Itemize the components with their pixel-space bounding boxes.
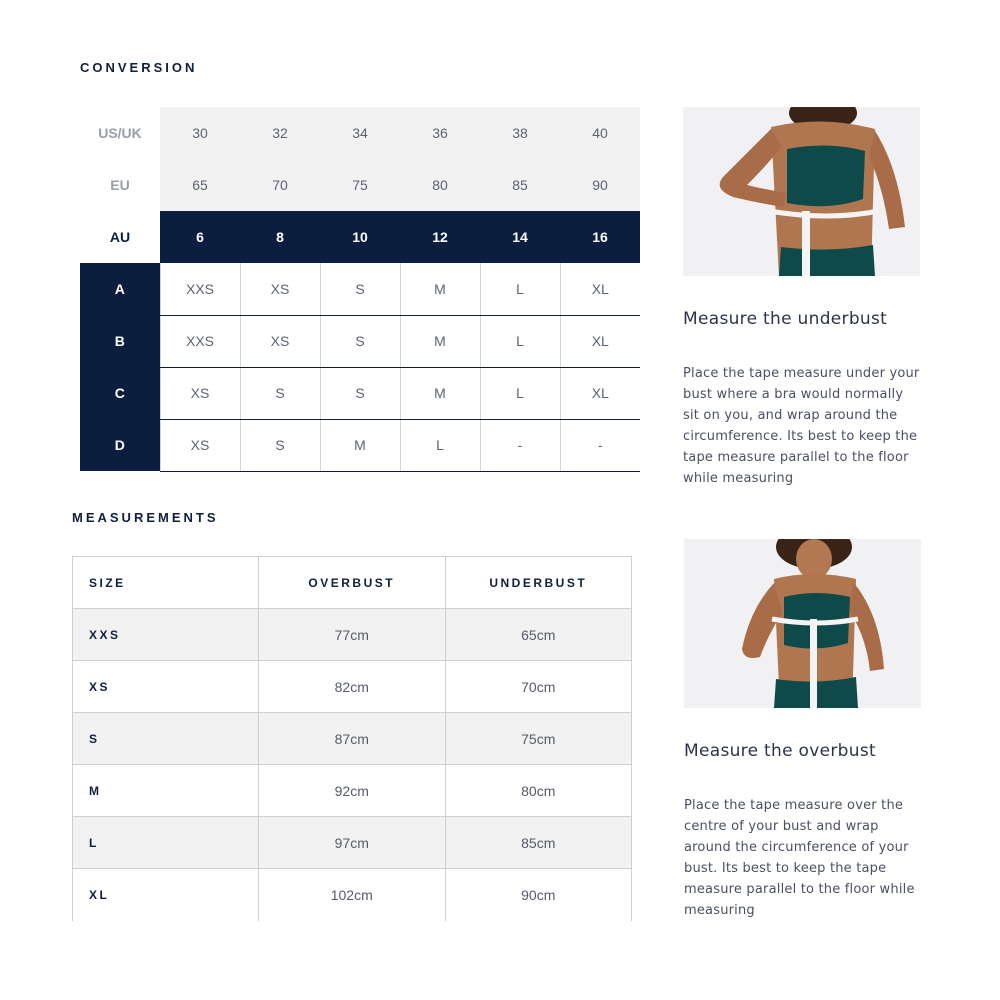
underbust-heading: Measure the underbust (683, 309, 888, 329)
overbust-photo (684, 539, 921, 708)
cup-label-d: D (80, 419, 160, 471)
cup-cell: S (320, 367, 400, 419)
underbust-description: Place the tape measure under your bust where a bra would normally sit on you, and wrap around the circumference. Its best to keep the tape measure parallel to the floor while measuring (683, 366, 920, 486)
us-uk-cell: 36 (400, 107, 480, 159)
cup-cell: - (560, 419, 640, 471)
cup-cell: L (480, 263, 560, 315)
cup-cell: XL (560, 315, 640, 367)
underbust-cell: 90cm (445, 869, 632, 921)
table-row (73, 869, 632, 921)
au-row (80, 211, 640, 263)
overbust-cell: 82cm (259, 661, 446, 713)
eu-cell: 75 (320, 159, 400, 211)
cup-cell: L (400, 419, 480, 471)
eu-cell: 80 (400, 159, 480, 211)
row-label-au: AU (80, 211, 160, 263)
us-uk-cell: 40 (560, 107, 640, 159)
table-row (73, 817, 632, 869)
us-uk-cell: 38 (480, 107, 560, 159)
header-overbust: OVERBUST (259, 557, 446, 609)
size-cell: XXS (73, 609, 259, 661)
cup-row-c (80, 367, 640, 419)
size-cell: S (73, 713, 259, 765)
eu-cell: 65 (160, 159, 240, 211)
table-row (73, 609, 632, 661)
au-cell: 16 (560, 211, 640, 263)
overbust-cell: 77cm (259, 609, 446, 661)
cup-cell: XS (160, 367, 240, 419)
cup-row-b (80, 315, 640, 367)
overbust-cell: 97cm (259, 817, 446, 869)
overbust-illustration (684, 539, 921, 708)
underbust-illustration (683, 107, 920, 276)
us-uk-row (80, 107, 640, 159)
cup-label-a: A (80, 263, 160, 315)
cup-cell: XL (560, 367, 640, 419)
overbust-description: Place the tape measure over the centre of your bust and wrap around the circumference of your bust. Its best to keep the tape measure parallel to the floor while measuring (684, 798, 915, 918)
cup-label-b: B (80, 315, 160, 367)
measurements-header-row (73, 557, 632, 609)
cup-cell: XS (240, 315, 320, 367)
measurements-title: MEASUREMENTS (72, 510, 219, 525)
size-cell: XL (73, 869, 259, 921)
underbust-cell: 65cm (445, 609, 632, 661)
size-cell: L (73, 817, 259, 869)
au-cell: 8 (240, 211, 320, 263)
size-cell: M (73, 765, 259, 817)
header-size: SIZE (73, 557, 259, 609)
us-uk-cell: 30 (160, 107, 240, 159)
au-cell: 14 (480, 211, 560, 263)
au-cell: 10 (320, 211, 400, 263)
underbust-cell: 80cm (445, 765, 632, 817)
au-cell: 6 (160, 211, 240, 263)
overbust-heading: Measure the overbust (684, 741, 876, 761)
cup-cell: S (240, 367, 320, 419)
cup-cell: - (480, 419, 560, 471)
cup-cell: M (400, 263, 480, 315)
us-uk-cell: 32 (240, 107, 320, 159)
table-row (73, 713, 632, 765)
header-underbust: UNDERBUST (445, 557, 632, 609)
eu-cell: 70 (240, 159, 320, 211)
cup-cell: XXS (160, 315, 240, 367)
au-cell: 12 (400, 211, 480, 263)
us-uk-cell: 34 (320, 107, 400, 159)
conversion-table (80, 107, 640, 472)
cup-cell: S (320, 315, 400, 367)
table-row (73, 765, 632, 817)
conversion-title: CONVERSION (80, 60, 198, 75)
eu-cell: 85 (480, 159, 560, 211)
overbust-cell: 87cm (259, 713, 446, 765)
size-cell: XS (73, 661, 259, 713)
underbust-cell: 75cm (445, 713, 632, 765)
eu-row (80, 159, 640, 211)
underbust-cell: 70cm (445, 661, 632, 713)
cup-cell: L (480, 315, 560, 367)
cup-cell: S (320, 263, 400, 315)
cup-row-d (80, 419, 640, 471)
underbust-cell: 85cm (445, 817, 632, 869)
row-label-us-uk: US/UK (80, 107, 160, 159)
row-label-eu: EU (80, 159, 160, 211)
cup-cell: XXS (160, 263, 240, 315)
table-row (73, 661, 632, 713)
underbust-photo (683, 107, 920, 276)
overbust-cell: 102cm (259, 869, 446, 921)
overbust-cell: 92cm (259, 765, 446, 817)
measurements-table (72, 556, 632, 921)
cup-cell: S (240, 419, 320, 471)
cup-cell: XS (160, 419, 240, 471)
cup-row-a (80, 263, 640, 315)
cup-cell: M (400, 315, 480, 367)
cup-label-c: C (80, 367, 160, 419)
cup-cell: XL (560, 263, 640, 315)
eu-cell: 90 (560, 159, 640, 211)
cup-cell: M (400, 367, 480, 419)
cup-cell: XS (240, 263, 320, 315)
cup-cell: L (480, 367, 560, 419)
cup-cell: M (320, 419, 400, 471)
